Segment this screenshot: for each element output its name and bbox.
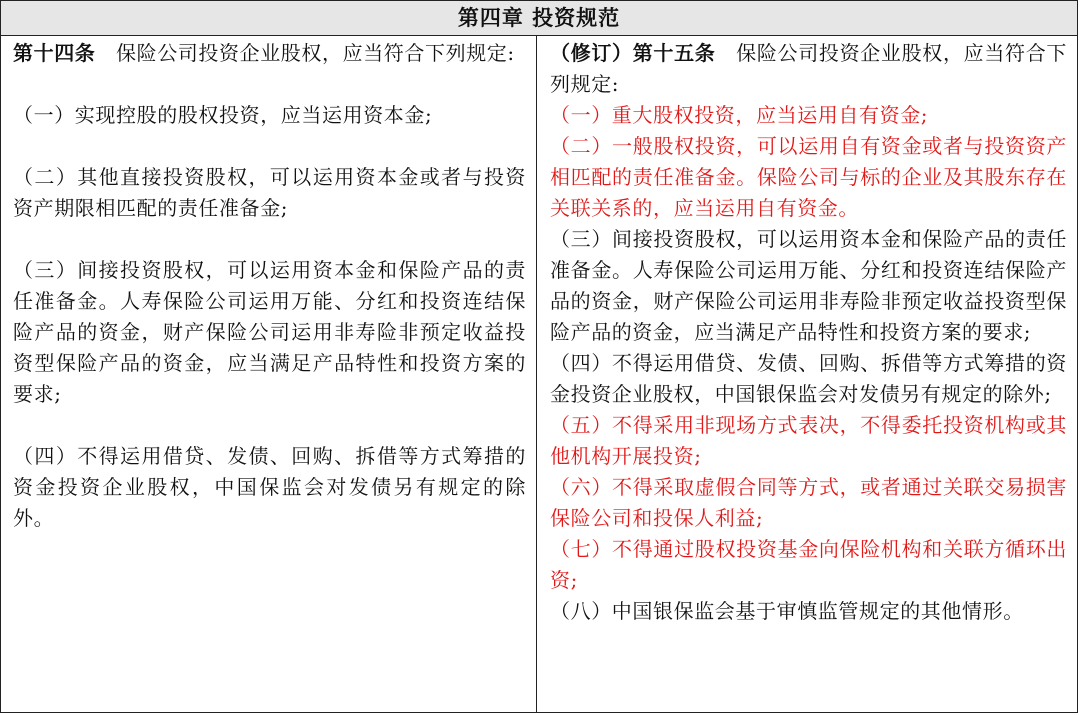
chapter-title: 第四章 投资规范 <box>1 1 1077 36</box>
original-article-column <box>1 36 537 712</box>
original-article-intro: 第十四条 保险公司投资企业股权，应当符合下列规定: <box>13 41 515 65</box>
revised-item-4: （四）不得运用借贷、发债、回购、拆借等方式筹措的资金投资企业股权，中国银保监会对发债另有规定的除外; <box>550 351 1067 406</box>
revised-item-7: （七）不得通过股权投资基金向保险机构和关联方循环出资; <box>550 537 1067 592</box>
revised-article-label: （修订）第十五条 <box>550 41 716 65</box>
revised-item-3: （三）间接投资股权，可以运用资本金和保险产品的责任准备金。人寿保险公司运用万能、分红和投资连结保险产品的资金，财产保险公司运用非寿险非预定收益投资型保险产品的资金，应当满足产品特性和投资方案的要求; <box>550 227 1067 344</box>
original-item-4: （四）不得运用借贷、发债、回购、拆借等方式筹措的资金投资企业股权，中国保监会对发债另有规定的除外。 <box>13 444 526 530</box>
original-item-2: （二）其他直接投资股权，可以运用资本金或者与投资资产期限相匹配的责任准备金; <box>13 165 526 220</box>
revised-item-5: （五）不得采用非现场方式表决，不得委托投资机构或其他机构开展投资; <box>550 413 1067 468</box>
revised-item-8: （八）中国银保监会基于审慎监管规定的其他情形。 <box>550 599 1024 623</box>
original-item-3: （三）间接投资股权，可以运用资本金和保险产品的责任准备金。人寿保险公司运用万能、分红和投资连结保险产品的资金，财产保险公司运用非寿险非预定收益投资型保险产品的资金，应当满足产品特性和投资方案的要求; <box>13 258 526 406</box>
revised-item-2: （二）一般股权投资，可以运用自有资金或者与投资资产相匹配的责任准备金。保险公司与标的企业及其股东存在关联关系的，应当运用自有资金。 <box>550 134 1067 220</box>
original-item-1: （一）实现控股的股权投资，应当运用资本金; <box>13 103 433 127</box>
revised-article-intro: （修订）第十五条 保险公司投资企业股权，应当符合下列规定: <box>550 41 1067 96</box>
revised-article-column <box>538 36 1077 712</box>
revised-item-6: （六）不得采取虚假合同等方式，或者通过关联交易损害保险公司和投保人利益; <box>550 475 1067 530</box>
revised-item-1: （一）重大股权投资，应当运用自有资金; <box>550 103 929 127</box>
original-article-label: 第十四条 <box>13 41 96 65</box>
